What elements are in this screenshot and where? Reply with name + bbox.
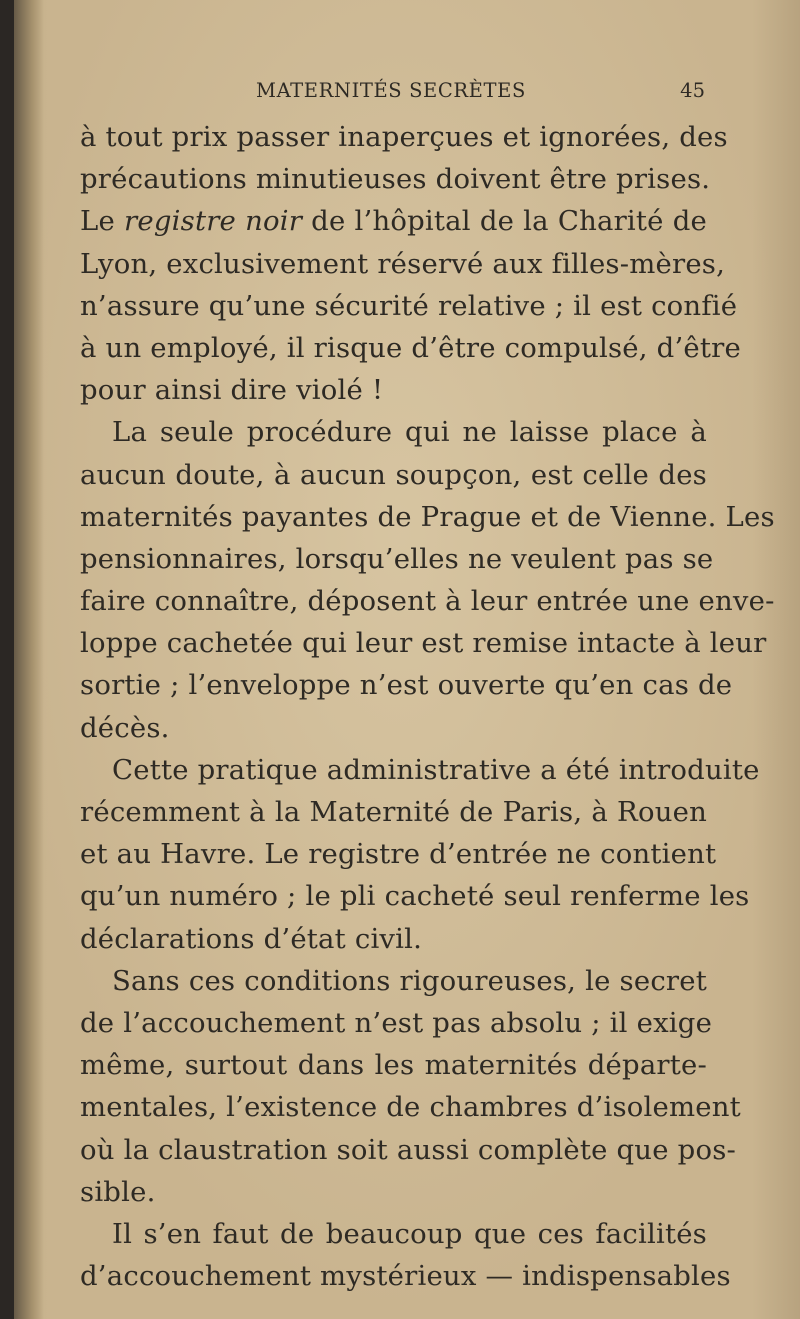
text-line: à un employé, il risque d’être compulsé, d’être: [80, 331, 741, 364]
text-line: faire connaître, déposent à leur entrée une enve-: [80, 585, 775, 618]
page-binding-edge: [0, 0, 14, 1319]
text-line: précautions minutieuses doivent être prises.: [80, 163, 711, 196]
text-line: Lyon, exclusivement réservé aux filles-mères,: [80, 247, 726, 280]
italic-term: registre noir: [124, 205, 303, 238]
running-title: MATERNITÉS SECRÈTES: [256, 79, 526, 102]
text-line: pour ainsi dire violé !: [80, 374, 384, 407]
text-line: déclarations d’état civil.: [80, 922, 423, 955]
text-line: mentales, l’existence de chambres d’isolement: [80, 1091, 741, 1124]
text-line: pensionnaires, lorsqu’elles ne veulent pas se: [80, 542, 714, 575]
paragraph-first-line: Cette pratique administrative a été introduite: [112, 753, 760, 786]
text-line: qu’un numéro ; le pli cacheté seul renferme les: [80, 880, 750, 913]
page-number: 45: [680, 79, 705, 102]
text-line: même, surtout dans les maternités départe-: [80, 1049, 707, 1082]
text-line: sortie ; l’enveloppe n’est ouverte qu’en cas de: [80, 669, 733, 702]
text-line: n’assure qu’une sécurité relative ; il est confié: [80, 289, 738, 322]
paragraph-first-line: Sans ces conditions rigoureuses, le secret: [112, 964, 707, 997]
text-line: d’accouchement mystérieux — indispensables: [80, 1260, 731, 1293]
text-line: récemment à la Maternité de Paris, à Rouen: [80, 796, 707, 828]
text-fragment: de l’hôpital de la Charité de: [311, 205, 707, 238]
text-fragment: Le: [80, 205, 115, 238]
paragraph-first-line: Il s’en faut de beaucoup que ces facilités: [112, 1217, 707, 1250]
text-line: à tout prix passer inaperçues et ignorées, des: [80, 121, 728, 153]
text-line: sible.: [80, 1175, 156, 1208]
text-line: maternités payantes de Prague et de Vienne. Les: [80, 500, 775, 533]
text-line: de l’accouchement n’est pas absolu ; il exige: [80, 1006, 713, 1039]
running-head: [80, 76, 705, 106]
text-line: et au Havre. Le registre d’entrée ne contient: [80, 838, 717, 871]
paragraph-first-line: La seule procédure qui ne laisse place à: [112, 416, 707, 449]
text-line: loppe cachetée qui leur est remise intacte à leur: [80, 627, 767, 660]
text-line: décès.: [80, 711, 170, 744]
text-line: [80, 200, 707, 242]
body-text: [80, 116, 775, 1297]
text-line: où la claustration soit aussi complète que pos-: [80, 1133, 736, 1166]
text-line: aucun doute, à aucun soupçon, est celle des: [80, 458, 707, 491]
